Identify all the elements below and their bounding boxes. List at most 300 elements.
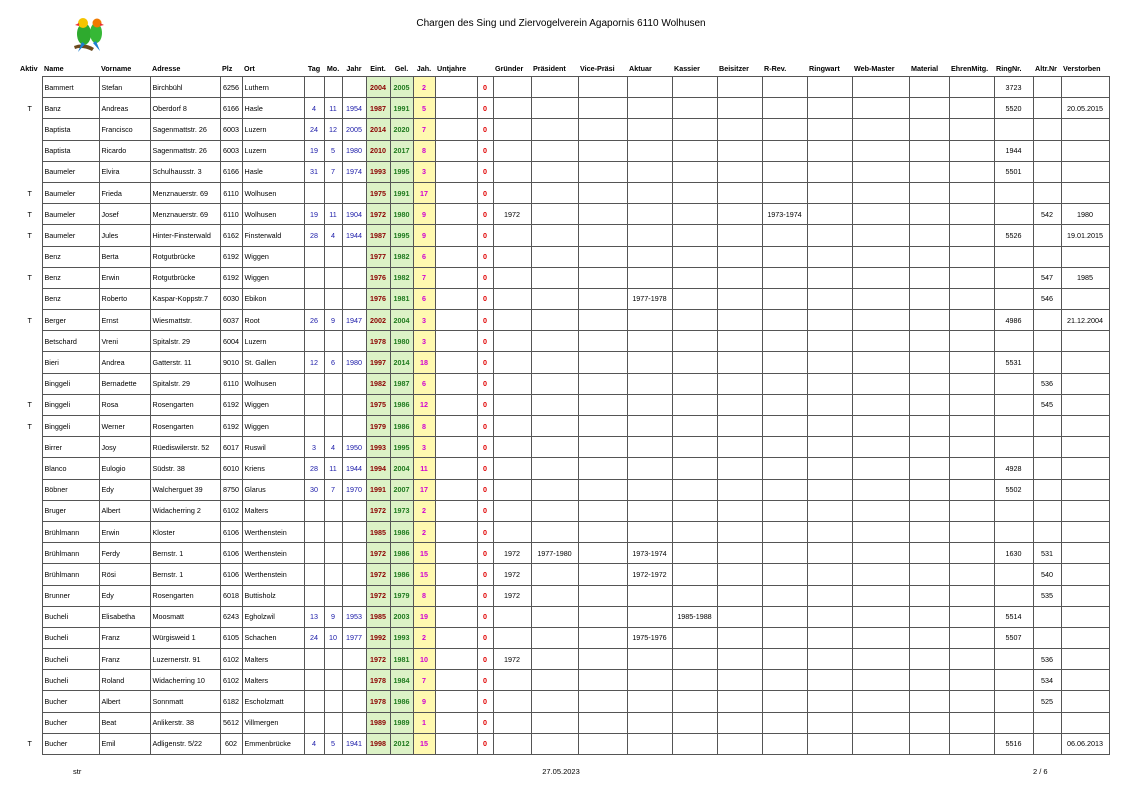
cell-ehrenmitglied [949, 458, 994, 479]
cell-web-master [852, 331, 909, 352]
cell-untjahre [435, 670, 477, 691]
cell-geloescht: 2005 [390, 77, 413, 98]
cell-adresse: Birchbühl [150, 77, 220, 98]
cell-aktuar [627, 310, 672, 331]
cell-tag: 4 [304, 98, 324, 119]
cell-geloescht: 1993 [390, 627, 413, 648]
cell-praesident [531, 416, 578, 437]
cell-ringwart [807, 288, 852, 309]
cell-vice-praesi [578, 373, 627, 394]
cell-altrnr: 540 [1033, 564, 1061, 585]
cell-vice-praesi [578, 733, 627, 754]
cell-vorname: Andrea [99, 352, 150, 373]
cell-monat [324, 521, 342, 542]
cell-kassier [672, 310, 717, 331]
cell-ringwart [807, 416, 852, 437]
cell-eintritt: 2010 [366, 140, 390, 161]
cell-aktuar [627, 394, 672, 415]
cell-praesident [531, 267, 578, 288]
cell-praesident [531, 458, 578, 479]
cell-vice-praesi [578, 691, 627, 712]
cell-beisitzer [717, 458, 762, 479]
cell-material [909, 119, 949, 140]
cell-ehrenmitglied [949, 394, 994, 415]
cell-ehrenmitglied [949, 733, 994, 754]
cell-null: 0 [477, 712, 493, 733]
cell-untjahre [435, 373, 477, 394]
cell-vorname: Francisco [99, 119, 150, 140]
cell-altrnr: 531 [1033, 543, 1061, 564]
cell-aktuar [627, 182, 672, 203]
cell-gruender [493, 267, 531, 288]
cell-kassier: 1985-1988 [672, 606, 717, 627]
cell-eintritt: 1977 [366, 246, 390, 267]
cell-verstorben [1061, 140, 1109, 161]
cell-web-master [852, 564, 909, 585]
cell-untjahre [435, 500, 477, 521]
cell-jahr [342, 500, 366, 521]
table-row [18, 310, 1109, 331]
cell-jahr [342, 543, 366, 564]
cell-ort: Escholzmatt [242, 691, 304, 712]
cell-name: Brühlmann [42, 543, 99, 564]
cell-plz: 6162 [220, 225, 242, 246]
cell-gruender [493, 119, 531, 140]
cell-aktuar [627, 225, 672, 246]
cell-vorname: Josy [99, 437, 150, 458]
cell-aktiv [18, 500, 42, 521]
cell-gruender [493, 691, 531, 712]
cell-material [909, 543, 949, 564]
cell-adresse: Spitalstr. 29 [150, 331, 220, 352]
cell-vorname: Andreas [99, 98, 150, 119]
cell-adresse: Wiesmattstr. [150, 310, 220, 331]
cell-ort: Hasle [242, 161, 304, 182]
header-verstorben: Verstorben [1063, 63, 1101, 73]
cell-web-master [852, 521, 909, 542]
cell-ringwart [807, 204, 852, 225]
cell-gruender [493, 98, 531, 119]
cell-web-master [852, 670, 909, 691]
cell-ringnr [994, 119, 1033, 140]
cell-aktiv [18, 543, 42, 564]
header-monat: Mo. [326, 63, 340, 73]
cell-gruender [493, 310, 531, 331]
header-ringnr: RingNr. [996, 63, 1022, 73]
cell-kassier [672, 246, 717, 267]
cell-kassier [672, 140, 717, 161]
cell-adresse: Walcherguet 39 [150, 479, 220, 500]
table-row [18, 331, 1109, 352]
cell-tag: 24 [304, 119, 324, 140]
table-row [18, 225, 1109, 246]
cell-null: 0 [477, 627, 493, 648]
cell-beisitzer [717, 670, 762, 691]
cell-verstorben [1061, 670, 1109, 691]
cell-jahr [342, 182, 366, 203]
cell-jahr [342, 77, 366, 98]
cell-beisitzer [717, 564, 762, 585]
header-ringwart: Ringwart [809, 63, 840, 73]
cell-plz: 6192 [220, 267, 242, 288]
cell-aktuar: 1973-1974 [627, 543, 672, 564]
cell-jahre: 3 [413, 437, 435, 458]
cell-vorname: Stefan [99, 77, 150, 98]
cell-adresse: Menznauerstr. 69 [150, 182, 220, 203]
cell-ort: St. Gallen [242, 352, 304, 373]
cell-r-rev [762, 543, 807, 564]
cell-vorname: Frieda [99, 182, 150, 203]
cell-ehrenmitglied [949, 606, 994, 627]
cell-r-rev [762, 394, 807, 415]
header-jahre: Jah. [416, 63, 432, 73]
cell-beisitzer [717, 98, 762, 119]
cell-null: 0 [477, 161, 493, 182]
cell-material [909, 140, 949, 161]
table-row [18, 288, 1109, 309]
cell-altrnr [1033, 225, 1061, 246]
header-untjahre: Untjahre [437, 63, 467, 73]
cell-jahre: 7 [413, 670, 435, 691]
cell-beisitzer [717, 352, 762, 373]
cell-kassier [672, 225, 717, 246]
cell-vice-praesi [578, 585, 627, 606]
cell-praesident [531, 712, 578, 733]
cell-eintritt: 1985 [366, 521, 390, 542]
cell-aktuar [627, 479, 672, 500]
header-vice-praesi: Vice-Präsi [580, 63, 615, 73]
cell-jahre: 10 [413, 649, 435, 670]
cell-ringnr: 5502 [994, 479, 1033, 500]
cell-null: 0 [477, 479, 493, 500]
cell-ehrenmitglied [949, 161, 994, 182]
cell-r-rev [762, 500, 807, 521]
cell-beisitzer [717, 331, 762, 352]
cell-ehrenmitglied [949, 331, 994, 352]
cell-r-rev [762, 416, 807, 437]
cell-name: Baptista [42, 140, 99, 161]
cell-vorname: Josef [99, 204, 150, 225]
cell-untjahre [435, 310, 477, 331]
cell-kassier [672, 288, 717, 309]
cell-beisitzer [717, 606, 762, 627]
cell-material [909, 182, 949, 203]
cell-monat: 4 [324, 225, 342, 246]
cell-vice-praesi [578, 182, 627, 203]
cell-kassier [672, 585, 717, 606]
cell-beisitzer [717, 182, 762, 203]
cell-ehrenmitglied [949, 437, 994, 458]
table-row [18, 352, 1109, 373]
cell-altrnr [1033, 98, 1061, 119]
cell-altrnr [1033, 182, 1061, 203]
cell-r-rev [762, 627, 807, 648]
cell-web-master [852, 161, 909, 182]
cell-monat: 7 [324, 479, 342, 500]
cell-geloescht: 1984 [390, 670, 413, 691]
cell-aktiv: T [27, 103, 32, 113]
cell-jahre: 6 [413, 373, 435, 394]
cell-verstorben [1061, 479, 1109, 500]
cell-ringnr [994, 670, 1033, 691]
cell-geloescht: 2003 [390, 606, 413, 627]
cell-jahr [342, 691, 366, 712]
cell-vice-praesi [578, 670, 627, 691]
cell-name: Bieri [42, 352, 99, 373]
cell-null: 0 [477, 373, 493, 394]
cell-ehrenmitglied [949, 479, 994, 500]
cell-jahre: 9 [413, 691, 435, 712]
cell-beisitzer [717, 310, 762, 331]
cell-verstorben [1061, 288, 1109, 309]
cell-adresse: Bernstr. 1 [150, 543, 220, 564]
header-geloescht: Gel. [394, 63, 409, 73]
cell-r-rev [762, 691, 807, 712]
cell-plz: 6003 [220, 140, 242, 161]
cell-geloescht: 1986 [390, 543, 413, 564]
cell-tag [304, 500, 324, 521]
cell-geloescht: 1986 [390, 691, 413, 712]
table-row [18, 543, 1109, 564]
cell-jahr: 1904 [342, 204, 366, 225]
cell-kassier [672, 437, 717, 458]
cell-null: 0 [477, 77, 493, 98]
cell-gruender [493, 140, 531, 161]
cell-r-rev: 1973-1974 [762, 204, 807, 225]
cell-vorname: Elisabetha [99, 606, 150, 627]
cell-verstorben [1061, 691, 1109, 712]
cell-eintritt: 2004 [366, 77, 390, 98]
cell-gruender [493, 712, 531, 733]
cell-aktuar [627, 649, 672, 670]
cell-r-rev [762, 373, 807, 394]
cell-ehrenmitglied [949, 246, 994, 267]
cell-web-master [852, 733, 909, 754]
cell-name: Bucheli [42, 649, 99, 670]
cell-untjahre [435, 649, 477, 670]
cell-verstorben [1061, 437, 1109, 458]
cell-vorname: Elvira [99, 161, 150, 182]
cell-eintritt: 1993 [366, 161, 390, 182]
cell-ehrenmitglied [949, 649, 994, 670]
cell-praesident [531, 225, 578, 246]
cell-beisitzer [717, 373, 762, 394]
cell-vice-praesi [578, 649, 627, 670]
cell-geloescht: 1986 [390, 564, 413, 585]
cell-plz: 6017 [220, 437, 242, 458]
cell-kassier [672, 649, 717, 670]
cell-aktiv [18, 649, 42, 670]
cell-adresse: Anlikerstr. 38 [150, 712, 220, 733]
cell-beisitzer [717, 712, 762, 733]
cell-geloescht: 1982 [390, 246, 413, 267]
cell-kassier [672, 394, 717, 415]
cell-jahre: 2 [413, 521, 435, 542]
cell-aktuar [627, 458, 672, 479]
cell-vice-praesi [578, 416, 627, 437]
header-material: Material [911, 63, 939, 73]
cell-aktuar [627, 119, 672, 140]
cell-eintritt: 1982 [366, 373, 390, 394]
cell-tag [304, 564, 324, 585]
cell-ringwart [807, 606, 852, 627]
cell-ort: Malters [242, 500, 304, 521]
cell-adresse: Moosmatt [150, 606, 220, 627]
cell-plz: 6110 [220, 373, 242, 394]
cell-ort: Egholzwil [242, 606, 304, 627]
cell-ringnr: 4986 [994, 310, 1033, 331]
cell-tag [304, 182, 324, 203]
cell-verstorben [1061, 182, 1109, 203]
header-praesident: Präsident [533, 63, 566, 73]
cell-r-rev [762, 77, 807, 98]
cell-aktuar [627, 331, 672, 352]
cell-web-master [852, 500, 909, 521]
cell-material [909, 352, 949, 373]
header-aktuar: Aktuar [629, 63, 652, 73]
cell-gruender [493, 627, 531, 648]
cell-eintritt: 1992 [366, 627, 390, 648]
cell-verstorben [1061, 627, 1109, 648]
cell-verstorben [1061, 119, 1109, 140]
cell-monat [324, 649, 342, 670]
cell-praesident [531, 310, 578, 331]
table-row [18, 98, 1109, 119]
cell-jahre: 11 [413, 458, 435, 479]
cell-null: 0 [477, 182, 493, 203]
cell-beisitzer [717, 500, 762, 521]
cell-tag [304, 246, 324, 267]
cell-ringnr [994, 267, 1033, 288]
cell-adresse: Menznauerstr. 69 [150, 204, 220, 225]
cell-kassier [672, 98, 717, 119]
cell-verstorben [1061, 500, 1109, 521]
cell-jahr [342, 331, 366, 352]
cell-jahre: 6 [413, 246, 435, 267]
cell-untjahre [435, 352, 477, 373]
cell-jahre: 2 [413, 627, 435, 648]
cell-beisitzer [717, 119, 762, 140]
table-row [18, 670, 1109, 691]
cell-ringwart [807, 140, 852, 161]
cell-web-master [852, 182, 909, 203]
cell-geloescht: 1986 [390, 521, 413, 542]
cell-null: 0 [477, 246, 493, 267]
cell-aktiv [18, 691, 42, 712]
cell-gruender [493, 288, 531, 309]
cell-aktuar [627, 77, 672, 98]
cell-tag: 19 [304, 140, 324, 161]
cell-geloescht: 1979 [390, 585, 413, 606]
table-row [18, 416, 1109, 437]
header-beisitzer: Beisitzer [719, 63, 749, 73]
table-row [18, 479, 1109, 500]
header-kassier: Kassier [674, 63, 700, 73]
cell-verstorben [1061, 246, 1109, 267]
cell-ringwart [807, 670, 852, 691]
cell-ringnr [994, 246, 1033, 267]
cell-ort: Ruswil [242, 437, 304, 458]
cell-plz: 6192 [220, 394, 242, 415]
cell-null: 0 [477, 500, 493, 521]
cell-material [909, 394, 949, 415]
cell-beisitzer [717, 649, 762, 670]
cell-aktiv [18, 458, 42, 479]
cell-vice-praesi [578, 521, 627, 542]
cell-monat [324, 585, 342, 606]
cell-eintritt: 1985 [366, 606, 390, 627]
cell-praesident [531, 204, 578, 225]
cell-ringwart [807, 564, 852, 585]
cell-jahr: 2005 [342, 119, 366, 140]
cell-web-master [852, 479, 909, 500]
cell-eintritt: 1972 [366, 500, 390, 521]
cell-material [909, 77, 949, 98]
cell-vice-praesi [578, 394, 627, 415]
cell-plz: 6102 [220, 500, 242, 521]
cell-eintritt: 1979 [366, 416, 390, 437]
cell-ringnr [994, 521, 1033, 542]
cell-material [909, 161, 949, 182]
cell-ehrenmitglied [949, 670, 994, 691]
cell-kassier [672, 161, 717, 182]
cell-vorname: Werner [99, 416, 150, 437]
header-jahr: Jahr [346, 63, 362, 73]
cell-jahre: 3 [413, 161, 435, 182]
cell-altrnr: 536 [1033, 649, 1061, 670]
cell-monat: 11 [324, 98, 342, 119]
cell-aktuar [627, 712, 672, 733]
cell-tag [304, 77, 324, 98]
cell-jahr [342, 288, 366, 309]
cell-praesident [531, 521, 578, 542]
cell-ringwart [807, 310, 852, 331]
cell-plz: 6166 [220, 161, 242, 182]
cell-ringnr [994, 585, 1033, 606]
cell-geloescht: 1981 [390, 649, 413, 670]
cell-vorname: Rosa [99, 394, 150, 415]
cell-r-rev [762, 288, 807, 309]
cell-beisitzer [717, 204, 762, 225]
cell-null: 0 [477, 204, 493, 225]
table-row [18, 394, 1109, 415]
cell-jahr: 1944 [342, 225, 366, 246]
cell-plz: 6166 [220, 98, 242, 119]
cell-beisitzer [717, 267, 762, 288]
cell-tag [304, 267, 324, 288]
cell-jahr [342, 712, 366, 733]
cell-beisitzer [717, 479, 762, 500]
cell-untjahre [435, 331, 477, 352]
cell-jahre: 9 [413, 204, 435, 225]
cell-jahr [342, 394, 366, 415]
cell-r-rev [762, 649, 807, 670]
footer-left: str [73, 767, 82, 776]
cell-monat [324, 500, 342, 521]
cell-plz: 6106 [220, 543, 242, 564]
cell-aktiv [18, 373, 42, 394]
cell-vice-praesi [578, 225, 627, 246]
cell-aktiv [18, 331, 42, 352]
cell-jahr: 1977 [342, 627, 366, 648]
cell-untjahre [435, 479, 477, 500]
cell-untjahre [435, 204, 477, 225]
cell-plz: 8750 [220, 479, 242, 500]
cell-verstorben [1061, 331, 1109, 352]
cell-beisitzer [717, 733, 762, 754]
cell-eintritt: 1976 [366, 267, 390, 288]
cell-plz: 6037 [220, 310, 242, 331]
